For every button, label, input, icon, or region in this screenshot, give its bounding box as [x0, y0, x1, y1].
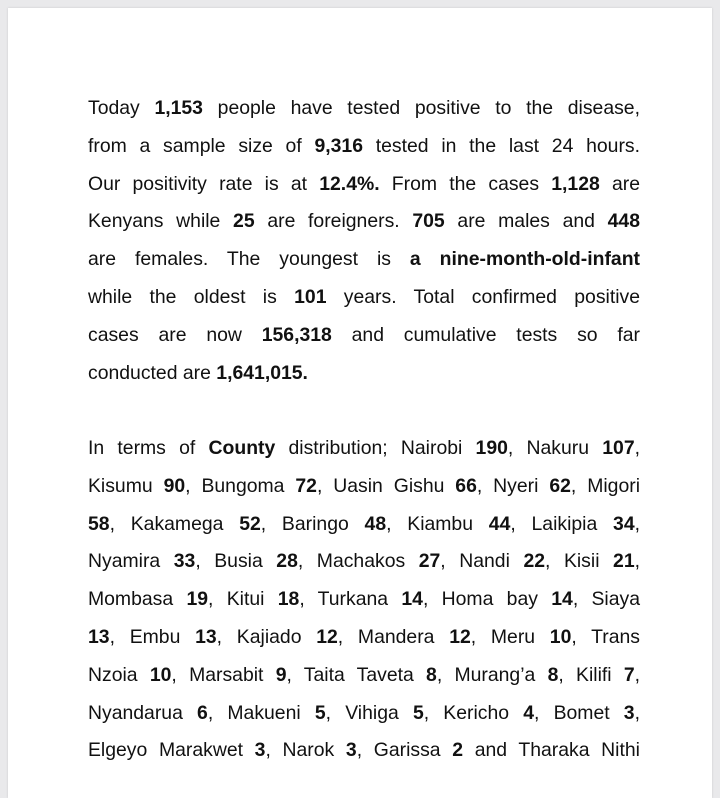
text-run: , Kiambu	[386, 512, 489, 535]
bold-figure: 22	[523, 550, 546, 573]
text-run: , Mandera	[337, 625, 450, 648]
text-run: ,	[634, 701, 640, 724]
text-run: Kenyans while	[88, 210, 234, 233]
bold-figure: 3	[345, 739, 357, 762]
bold-figure: County	[208, 437, 276, 459]
text-run: years. Total confirmed positive	[326, 285, 640, 308]
bold-figure: 10	[149, 663, 172, 686]
bold-figure: 90	[163, 474, 186, 497]
text-run: , Turkana	[299, 588, 402, 611]
text-line	[88, 506, 640, 544]
text-run: Kisumu	[88, 474, 164, 497]
text-line	[88, 241, 640, 279]
text-line	[88, 430, 640, 468]
bold-figure: 14	[551, 588, 573, 611]
text-run: , Laikipia	[510, 512, 614, 535]
text-run: from a sample size of	[88, 134, 315, 157]
bold-figure: 107	[602, 437, 635, 459]
text-run: , Baringo	[260, 512, 365, 535]
text-run: , Nandi	[440, 550, 524, 573]
text-run: , Kisii	[545, 550, 614, 573]
bold-figure: 8	[426, 663, 437, 686]
bold-figure: 66	[455, 474, 477, 497]
text-run: ,	[634, 437, 640, 459]
text-line	[88, 657, 640, 695]
bold-figure: 7	[623, 663, 635, 686]
bold-figure: 101	[294, 285, 327, 308]
text-run: , Kericho	[423, 701, 524, 724]
bold-figure: 1,153	[154, 97, 203, 119]
text-run: , Taita Taveta	[286, 663, 427, 686]
text-run: , Narok	[265, 739, 346, 762]
text-run: are	[599, 172, 640, 195]
text-run: cases are now	[88, 323, 262, 346]
text-run: tested in the last 24 hours.	[363, 134, 640, 157]
bold-figure: 58	[88, 512, 110, 535]
bold-figure: 3	[254, 739, 266, 762]
text-run: , Busia	[195, 550, 277, 573]
bold-figure: 48	[364, 512, 387, 535]
text-run: From the cases	[379, 172, 552, 195]
bold-figure: 13	[195, 625, 217, 648]
text-run: while the oldest is	[88, 285, 295, 308]
bold-figure: 448	[607, 210, 640, 233]
text-run: Nzoia	[88, 663, 150, 686]
bold-figure: 33	[173, 550, 196, 573]
bold-figure: 21	[613, 550, 635, 573]
bold-figure: 6	[197, 701, 208, 724]
text-run: , Kitui	[208, 588, 278, 611]
bold-figure: 4	[523, 701, 535, 724]
bold-figure: 44	[488, 512, 511, 535]
bold-figure: 14	[401, 588, 423, 611]
text-run: are males and	[444, 210, 608, 233]
text-line	[88, 128, 640, 166]
bold-figure: 156,318	[261, 323, 332, 346]
text-run: distribution; Nairobi	[275, 437, 476, 459]
text-run: , Uasin Gishu	[316, 474, 456, 497]
text-run: Elgeyo Marakwet	[88, 739, 255, 762]
bold-figure: 1,128	[551, 172, 600, 195]
text-line	[88, 581, 640, 619]
text-line	[88, 203, 640, 241]
bold-figure: 12.4%.	[319, 172, 380, 195]
text-run: , Vihiga	[325, 701, 413, 724]
bold-figure: 34	[613, 512, 635, 535]
text-run: conducted are	[88, 361, 217, 384]
text-run: , Garissa	[356, 739, 453, 762]
bold-figure: 9	[275, 663, 287, 686]
text-run: Nyamira	[88, 550, 174, 573]
bold-figure: 52	[239, 512, 261, 535]
text-run: are foreigners.	[254, 210, 413, 233]
bold-figure: 1,641,015.	[216, 361, 308, 384]
bold-figure: 72	[295, 474, 317, 497]
text-line	[88, 355, 640, 393]
text-run: , Siaya	[572, 588, 641, 611]
bold-figure: 12	[449, 625, 471, 648]
text-run: , Embu	[109, 625, 196, 648]
summary-paragraph	[88, 90, 640, 392]
bold-figure: 25	[233, 210, 255, 233]
text-line	[88, 695, 640, 733]
text-line	[88, 468, 640, 506]
text-run: , Kilifi	[558, 663, 624, 686]
text-run: , Migori	[570, 474, 640, 497]
text-run: , Meru	[470, 625, 550, 648]
text-line	[88, 543, 640, 581]
text-run: , Trans	[571, 625, 640, 648]
text-line	[88, 166, 640, 204]
bold-figure: 705	[412, 210, 445, 233]
text-run: and cumulative tests so far	[331, 323, 641, 346]
text-run: , Nyeri	[476, 474, 550, 497]
bold-figure: 19	[186, 588, 209, 611]
bold-figure: 18	[277, 588, 300, 611]
text-line	[88, 90, 640, 128]
text-line	[88, 619, 640, 657]
text-run: , Murang’a	[436, 663, 548, 686]
bold-figure: 8	[547, 663, 559, 686]
text-line	[88, 317, 640, 355]
text-run: , Kakamega	[109, 512, 240, 535]
text-run: , Machakos	[297, 550, 419, 573]
text-run: , Bungoma	[185, 474, 296, 497]
text-run: people have tested positive to the disease,	[202, 97, 640, 119]
bold-figure: 9,316	[314, 134, 363, 157]
bold-figure: 28	[276, 550, 298, 573]
bold-figure: 10	[549, 625, 572, 648]
bold-figure: 5	[412, 701, 424, 724]
text-run: In terms of	[88, 437, 209, 459]
bold-figure: a nine-month-old-infant	[409, 248, 640, 271]
text-line	[88, 732, 640, 770]
county-distribution-paragraph	[88, 430, 640, 770]
text-run: Mombasa	[88, 588, 187, 611]
text-run: ,	[634, 663, 641, 686]
bold-figure: 3	[623, 701, 635, 724]
bold-figure: 5	[314, 701, 326, 724]
bold-figure: 190	[475, 437, 508, 459]
bold-figure: 27	[418, 550, 441, 573]
text-run: , Marsabit	[171, 663, 276, 686]
text-run: and Tharaka Nithi	[463, 739, 640, 762]
text-run: Today	[88, 97, 155, 119]
bold-figure: 62	[549, 474, 571, 497]
text-run: , Homa bay	[422, 588, 552, 611]
text-run: are females. The youngest is	[88, 248, 410, 271]
document-page	[8, 8, 712, 798]
text-run: ,	[634, 512, 640, 535]
text-run: , Kajiado	[216, 625, 317, 648]
text-run: Nyandarua	[88, 701, 198, 724]
text-run: Our positivity rate is at	[88, 172, 320, 195]
text-run: ,	[634, 550, 641, 573]
text-line	[88, 279, 640, 317]
text-run: , Makueni	[207, 701, 315, 724]
bold-figure: 2	[452, 739, 464, 762]
bold-figure: 12	[316, 625, 338, 648]
text-run: , Bomet	[534, 701, 624, 724]
text-run: , Nakuru	[507, 437, 603, 459]
bold-figure: 13	[88, 625, 110, 648]
